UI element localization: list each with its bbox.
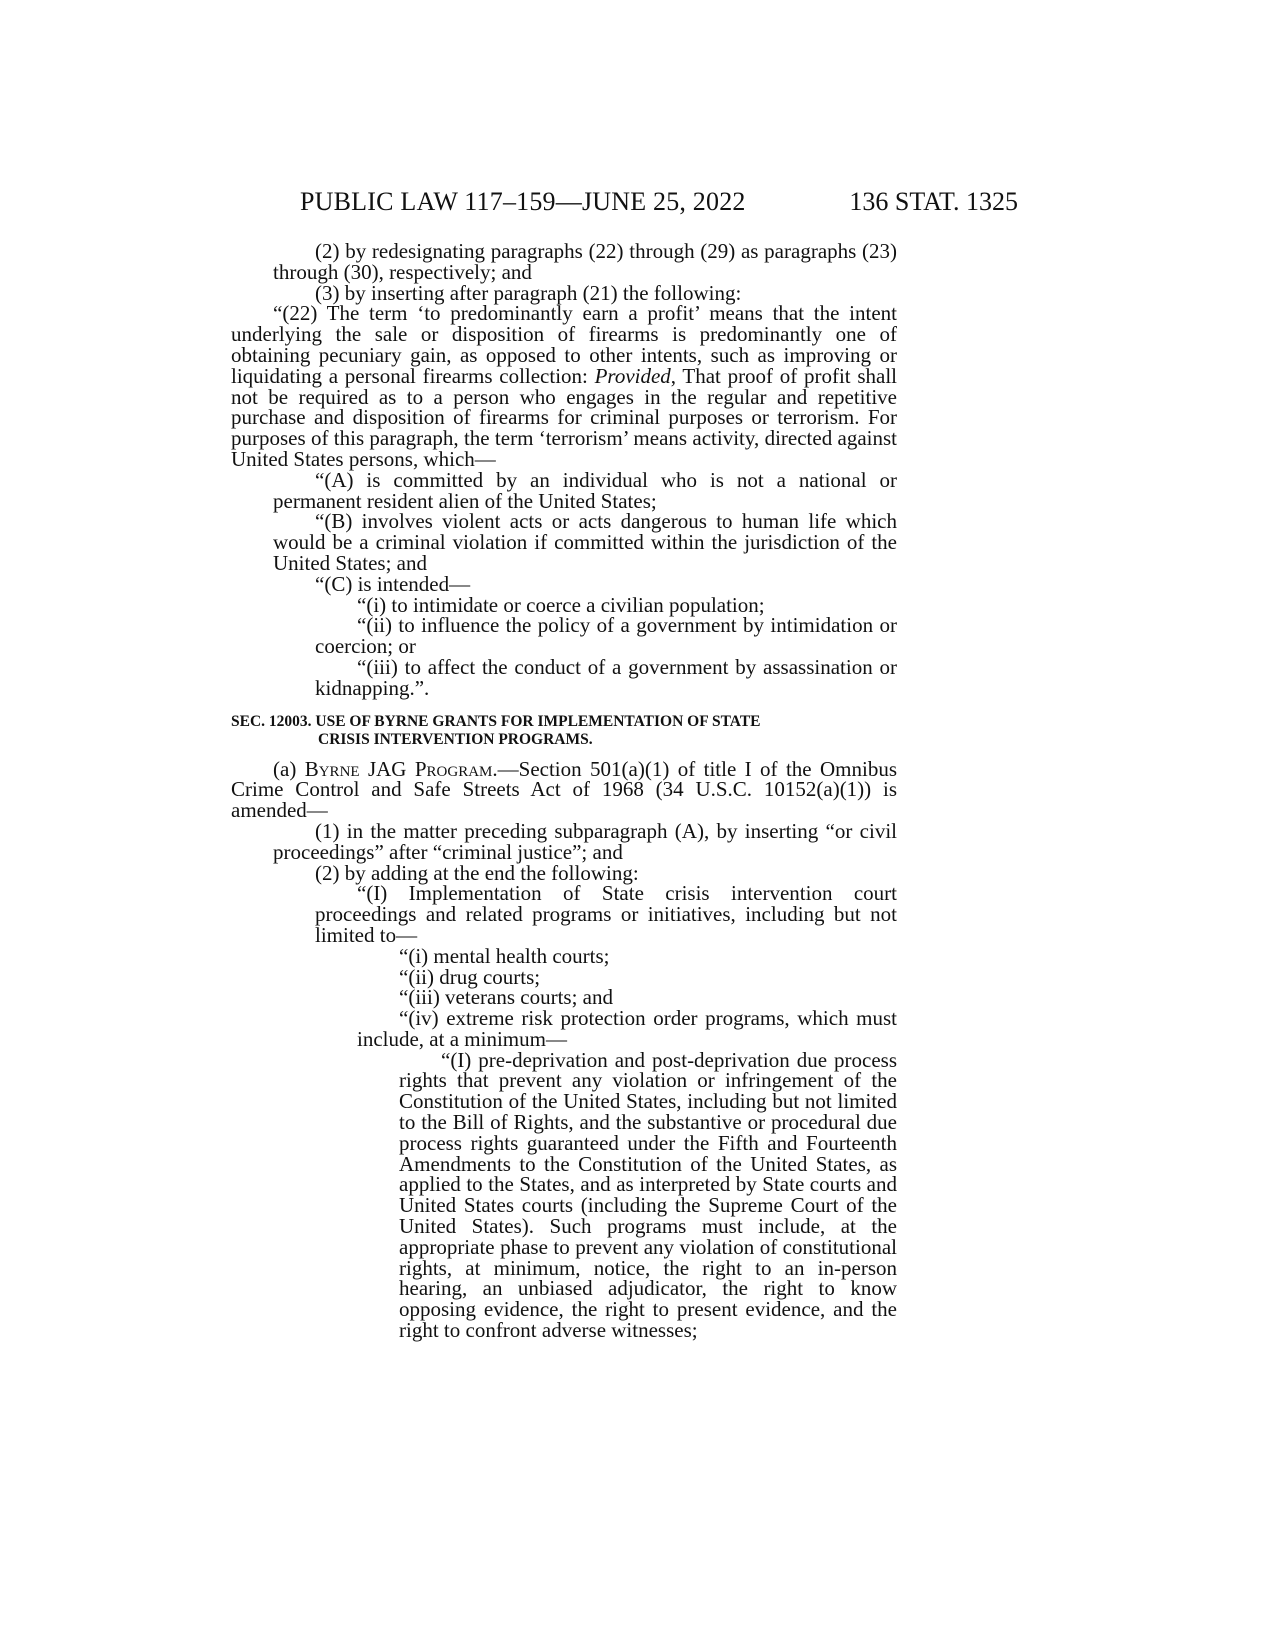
public-law-citation: PUBLIC LAW 117–159—JUNE 25, 2022 <box>300 187 746 216</box>
paragraph-22-text-a: “(22) The term ‘to predominantly earn a profit’ means that the intent underlying the sale or disposition of firearms is predominantly one of obtaining pecuniary gain, as opposed to other intents, such as improving or liquidating a personal firearms collection: <box>231 301 897 388</box>
paragraph-3-insert: (3) by inserting after paragraph (21) the following: <box>315 280 742 305</box>
statute-page-number: 136 STAT. 1325 <box>849 187 1018 216</box>
subsection-a-lead: (a) <box>273 756 305 781</box>
paragraph-2-redesignate: (2) by redesignating paragraphs (22) through (29) as paragraphs (23) through (30), respectively; and <box>273 239 897 284</box>
subsection-a-item-2: (2) by adding at the end the following: <box>315 860 639 885</box>
clause-C-iii: “(iii) to affect the conduct of a government by assassination or kidnapping.”. <box>315 654 897 700</box>
section-heading-line-2: CRISIS INTERVENTION PROGRAMS. <box>318 730 593 748</box>
clause-I-ii: “(ii) drug courts; <box>399 964 541 989</box>
subsection-a-heading: Byrne JAG Program <box>304 756 493 781</box>
provided-italic: Provided <box>594 363 671 388</box>
paragraph-22-definition <box>231 303 897 469</box>
subsection-a-item-1: (1) in the matter preceding subparagraph (A), by inserting “or civil proceedings” after “criminal justice”; and <box>273 818 897 864</box>
subparagraph-B: “(B) involves violent acts or acts dangerous to human life which would be a criminal violation if committed within the jurisdiction of the United States; and <box>273 509 897 575</box>
clause-I-i: “(i) mental health courts; <box>399 943 610 968</box>
subparagraph-C: “(C) is intended— <box>315 571 471 596</box>
inserted-paragraph-I: “(I) Implementation of State crisis intervention court proceedings and related programs or initiatives, including but not limited to— <box>315 881 897 947</box>
subsection-a-text: .—Section 501(a)(1) of title I of the Omnibus Crime Control and Safe Streets Act of 1968 (34 U.S.C. 10152(a)(1)) is amended— <box>231 756 898 823</box>
clause-I-iii: “(iii) veterans courts; and <box>399 985 613 1010</box>
section-heading-line-1: SEC. 12003. USE OF BYRNE GRANTS FOR IMPLEMENTATION OF STATE <box>231 712 761 730</box>
section-heading <box>231 713 897 749</box>
subclause-I-iv-I: “(I) pre-deprivation and post-deprivation due process rights that prevent any violation or infringement of the Constitution of the United States, including but not limited to the Bill of Rights, and the substantive or procedural due process rights guaranteed under the Fifth and Fourteenth Amendments to the Constitution of the United States, as applied to the States, and as interpreted by State courts and United States courts (including the Supreme Court of the United States). Such programs must include, at the appropriate phase to prevent any violation of constitutional rights, at minimum, notice, the right to an in-person hearing, an unbiased adjudicator, the right to know opposing evidence, the right to present evidence, and the right to confront adverse witnesses; <box>399 1047 897 1343</box>
running-header <box>300 186 1018 218</box>
subparagraph-A: “(A) is committed by an individual who is not a national or permanent resident alien of the United States; <box>273 467 897 513</box>
subsection-a <box>231 756 898 823</box>
document-body <box>231 241 897 1341</box>
clause-C-i: “(i) to intimidate or coerce a civilian population; <box>357 592 765 617</box>
clause-C-ii: “(ii) to influence the policy of a government by intimidation or coercion; or <box>315 613 897 659</box>
clause-I-iv: “(iv) extreme risk protection order programs, which must include, at a minimum— <box>357 1006 897 1051</box>
paragraph-22-text-b: , That proof of profit shall not be required as to a person who engages in the regular and repetitive purchase and disposition of firearms for criminal purposes or terrorism. For purposes of this paragraph, the term ‘terrorism’ means activity, directed against United States persons, which— <box>231 363 897 471</box>
